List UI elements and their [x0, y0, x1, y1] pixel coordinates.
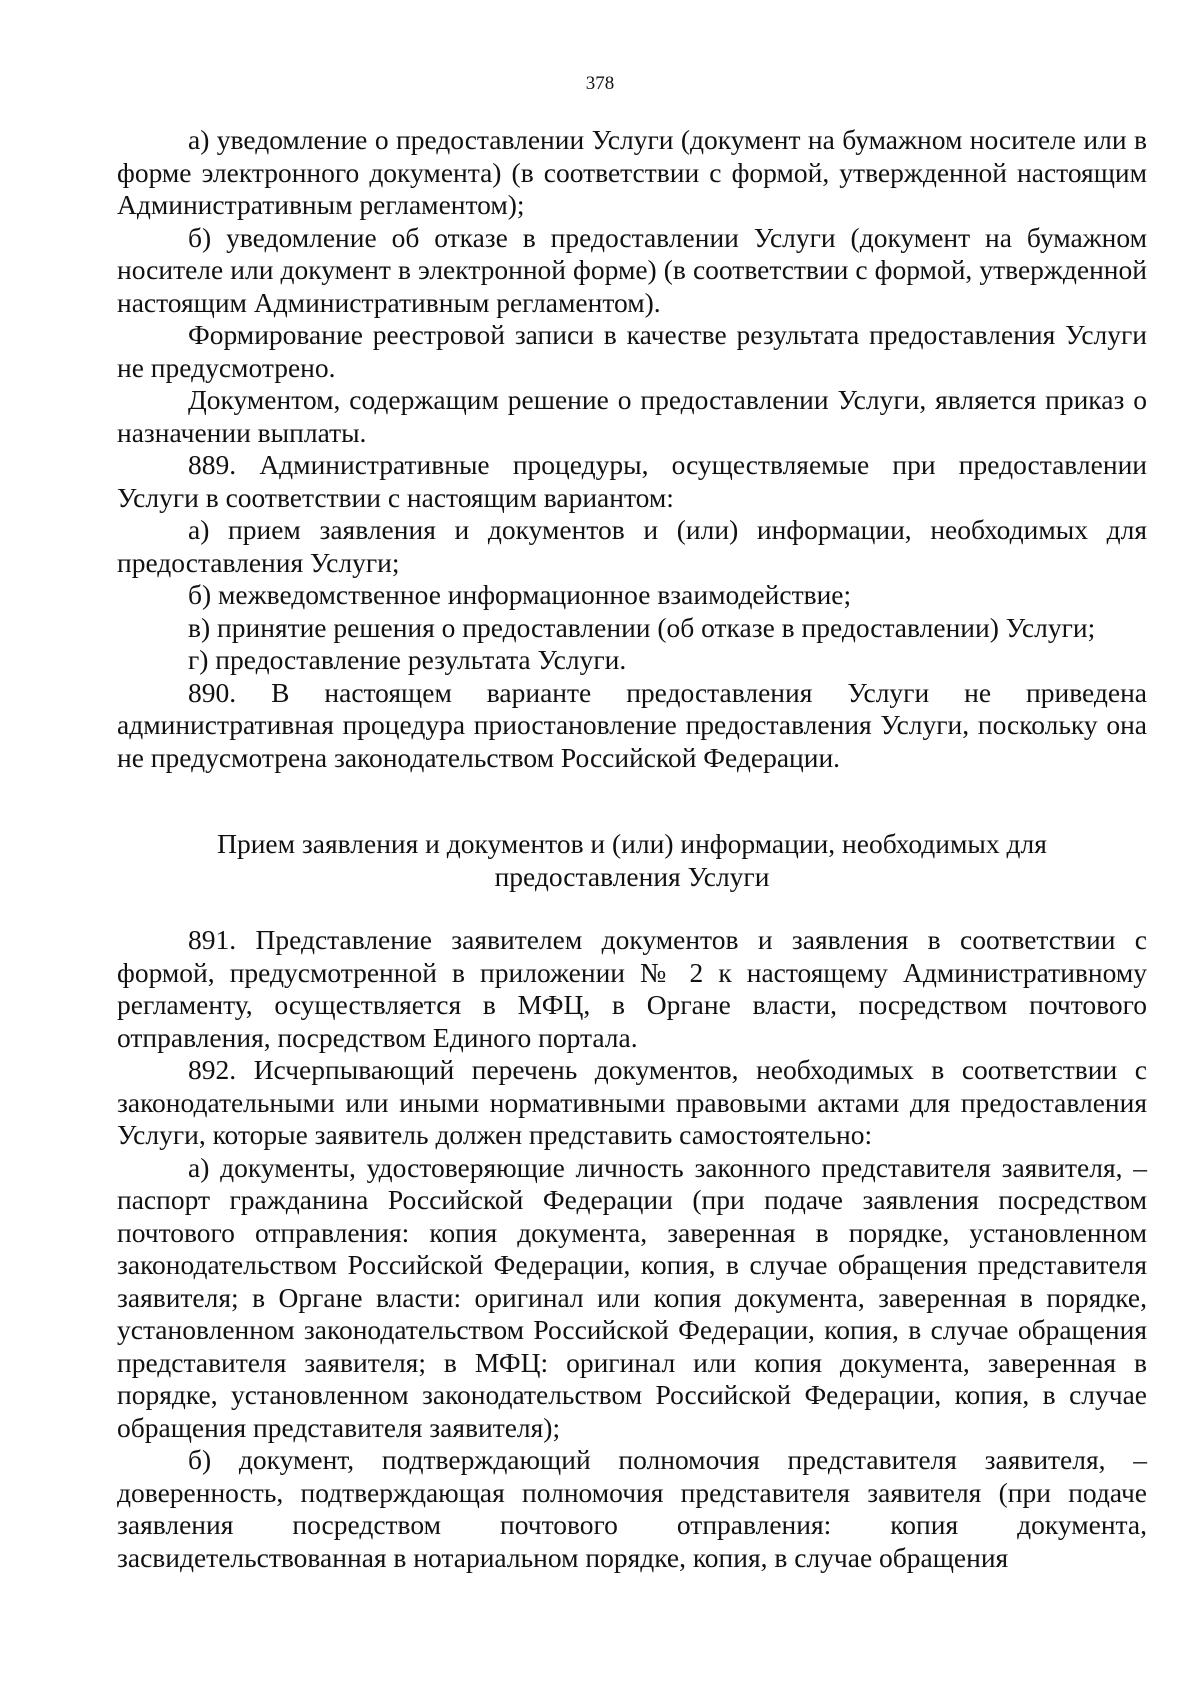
paragraph-889: 889. Административные процедуры, осуществляемые при предоставлении Услуги в соответствии с настоящим вариантом:: [117, 449, 1147, 513]
page-number: 378: [585, 73, 615, 94]
paragraph-refusal-notification: б) уведомление об отказе в предоставлении Услуги (документ на бумажном носителе или документ в электронной форме) (в соответствии с формой, утвержденной настоящим Административным регламентом).: [117, 221, 1147, 318]
list-item-889-a: а) прием заявления и документов и (или) информации, необходимых для предоставления Услуги;: [117, 514, 1147, 578]
list-item-889-v: в) принятие решения о предоставлении (об отказе в предоставлении) Услуги;: [188, 611, 1096, 643]
section-heading: Прием заявления и документов и (или) информации, необходимых для предоставления Услуги: [217, 828, 1047, 892]
document-body: [117, 124, 1147, 1574]
paragraph-result-notification: а) уведомление о предоставлении Услуги (документ на бумажном носителе или в форме электронного документа) (в соответствии с формой, утвержденной настоящим Административным регламентом);: [117, 124, 1147, 220]
list-item-892-a: а) документы, удостоверяющие личность законного представителя заявителя, – паспорт гражданина Российской Федерации (при подаче заявления посредством почтового отправления: копия документа, заверенная в порядке, установленном законодательством Российской Федерации, копия, в случае обращения представителя заявителя; в Органе власти: оригинал или копия документа, заверенная в порядке, установленном законодательством Российской Федерации, копия, в случае обращения представителя заявителя; в МФЦ: оригинал или копия документа, заверенная в порядке, установленном законодательством Российской Федерации, копия, в случае обращения представителя заявителя);: [117, 1151, 1147, 1443]
list-item-892-b: б) документ, подтверждающий полномочия представителя заявителя, – доверенность, подтверждающая полномочия представителя заявителя (при подаче заявления посредством почтового отправления: копия документа, засвидетельствованная в нотариальном порядке, копия, в случае обращения: [117, 1444, 1147, 1573]
paragraph-decision-document: Документом, содержащим решение о предоставлении Услуги, является приказ о назначении выплаты.: [117, 384, 1147, 448]
paragraph-registry-record: Формирование реестровой записи в качестве результата предоставления Услуги не предусмотрено.: [117, 319, 1147, 383]
list-item-889-b: б) межведомственное информационное взаимодействие;: [188, 579, 852, 610]
paragraph-890: 890. В настоящем варианте предоставления Услуги не приведена административная процедура приостановление предоставления Услуги, поскольку она не предусмотрена законодательством Российской Федерации.: [117, 676, 1147, 773]
paragraph-891: 891. Представление заявителем документов и заявления в соответствии с формой, предусмотренной в приложении № 2 к настоящему Административному регламенту, осуществляется в МФЦ, в Органе власти, посредством почтового отправления, посредством Единого портала.: [117, 924, 1147, 1053]
list-item-889-g: г) предоставление результата Услуги.: [188, 644, 627, 675]
paragraph-892: 892. Исчерпывающий перечень документов, необходимых в соответствии с законодательными или иными нормативными правовыми актами для предоставления Услуги, которые заявитель должен представить самостоятельно:: [117, 1054, 1147, 1150]
